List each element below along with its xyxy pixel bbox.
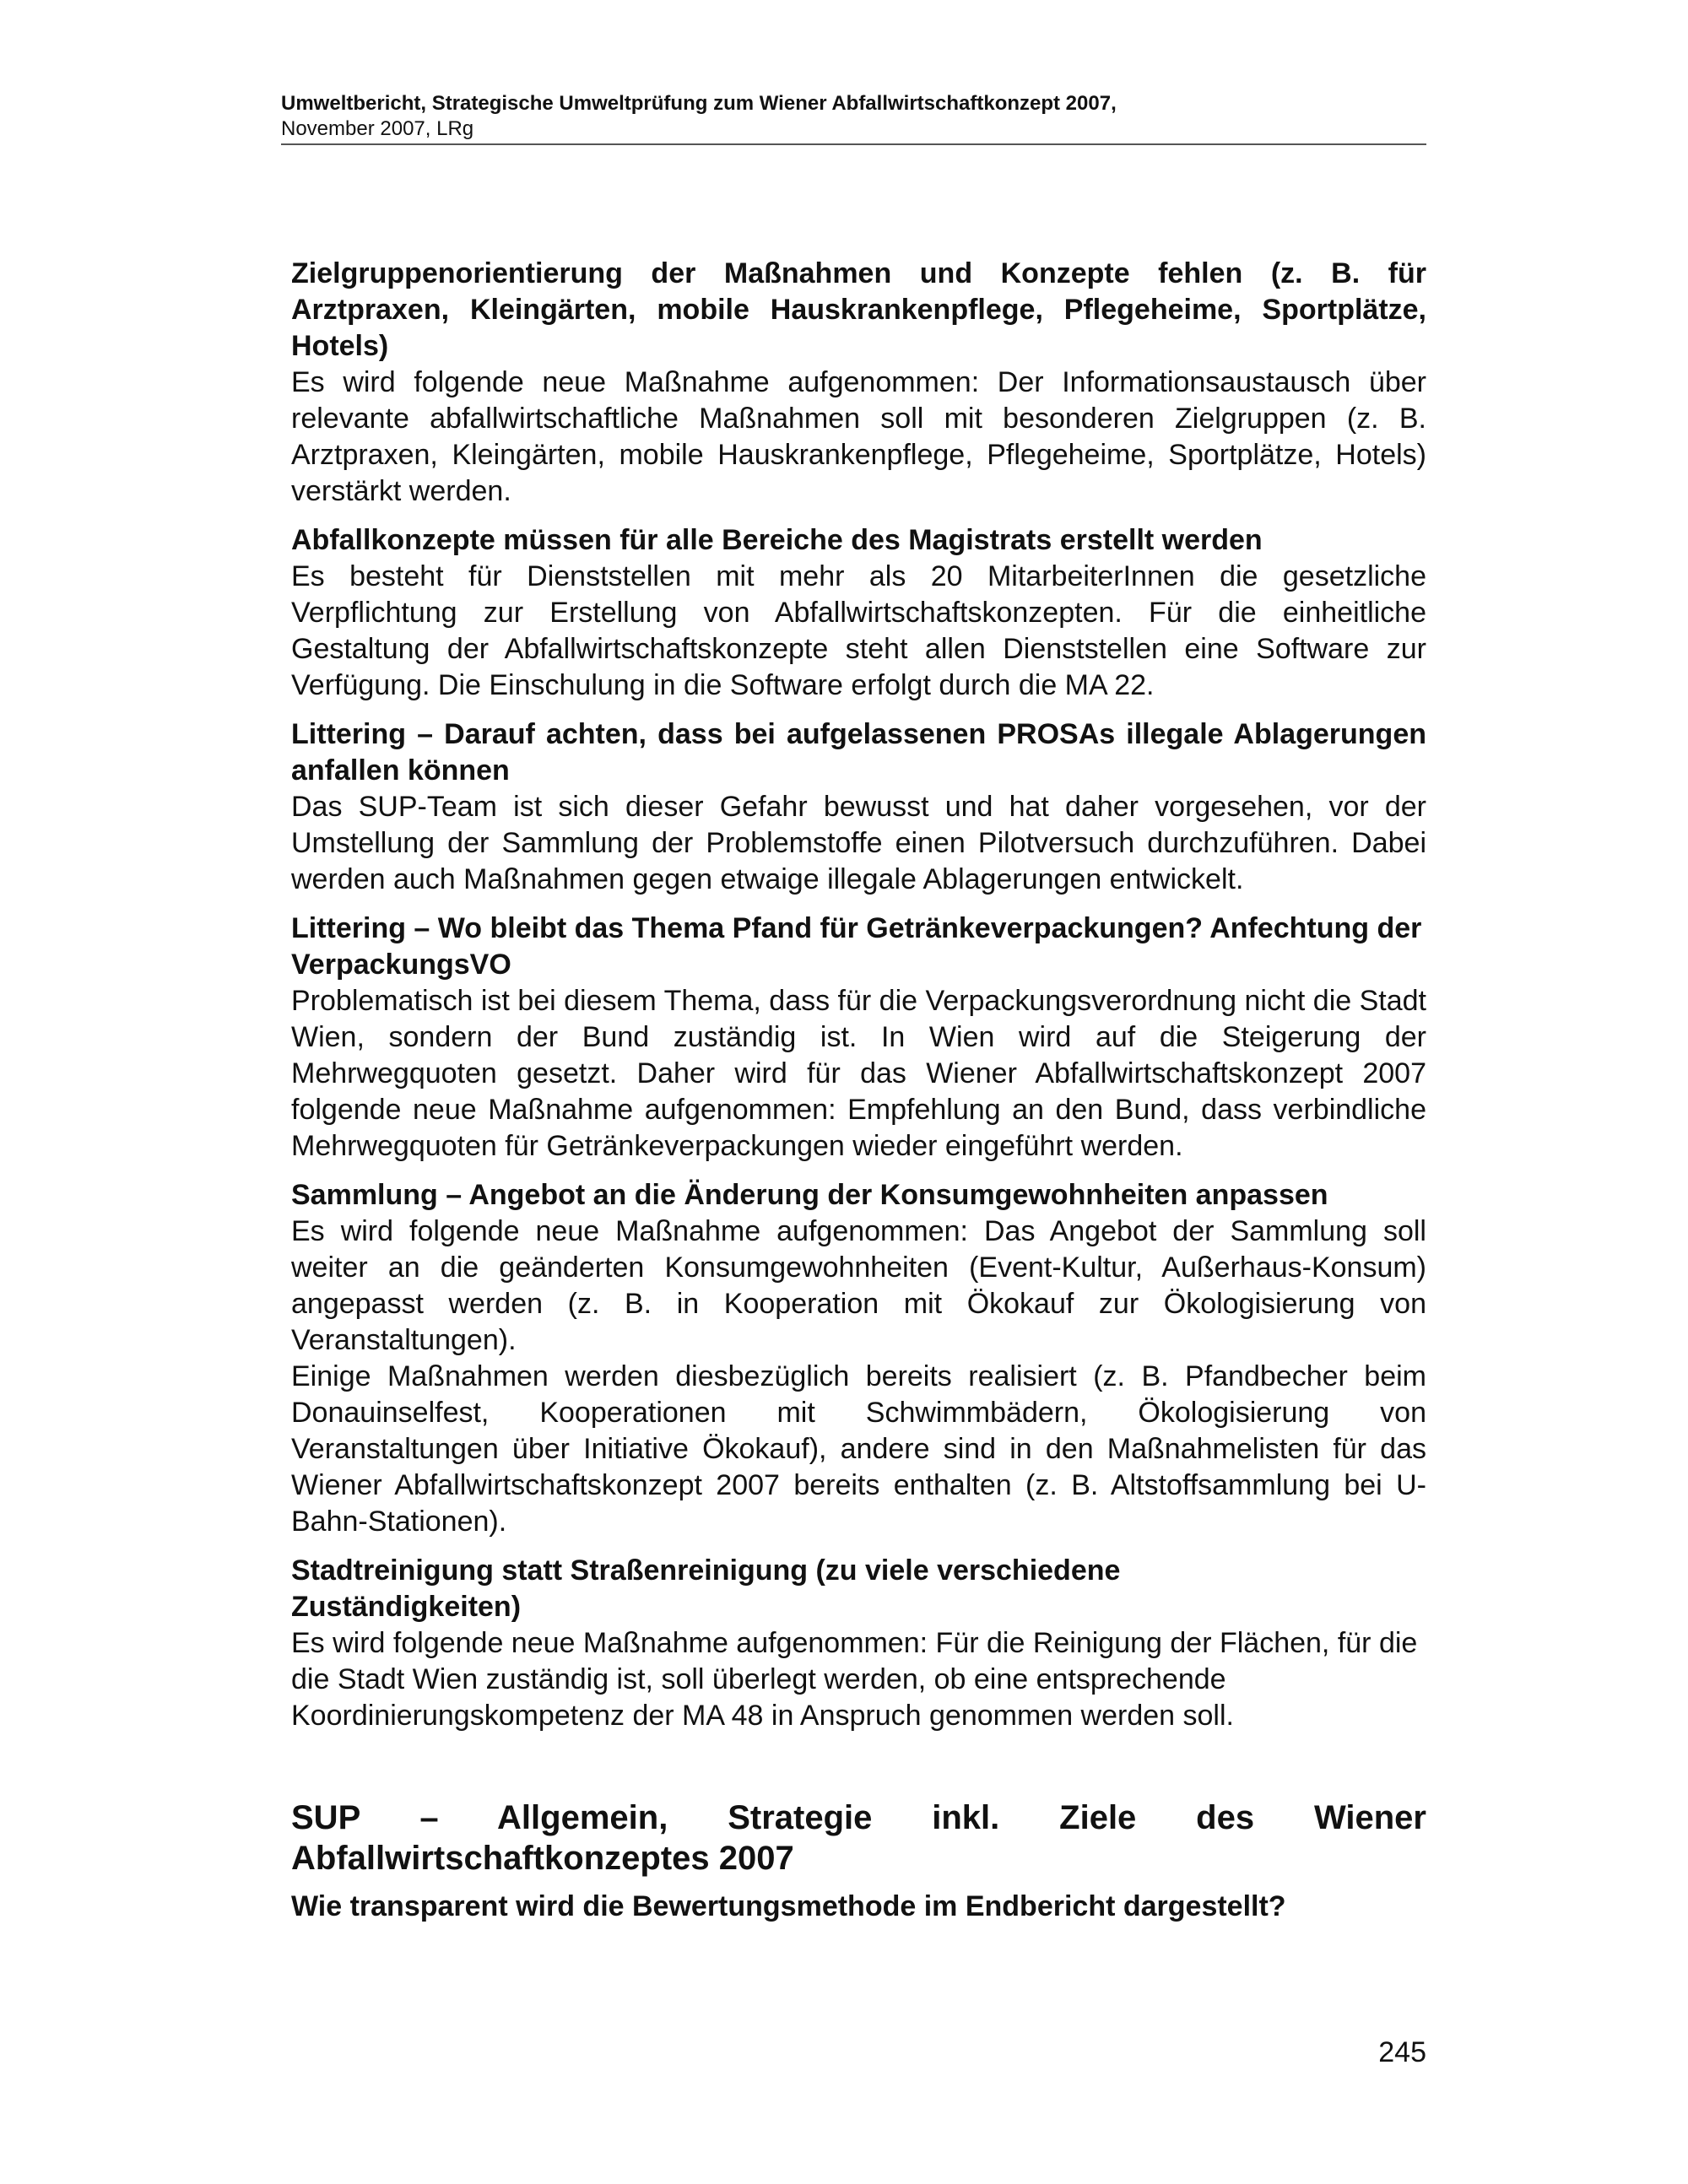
section-title: Abfallkonzepte müssen für alle Bereiche des Magistrats erstellt werden: [291, 524, 1263, 556]
section-title: Littering – Wo bleibt das Thema Pfand für Getränkeverpackungen? Anfechtung der VerpackungsVO: [291, 912, 1422, 981]
section-zielgruppen: [291, 256, 1426, 510]
header-title: Umweltbericht, Strategische Umweltprüfung zum Wiener Abfallwirtschaftkonzept 2007,: [281, 92, 1117, 115]
section-abfallkonzepte: [291, 522, 1426, 704]
section-body: [291, 1625, 1426, 1734]
paragraph: Es wird folgende neue Maßnahme aufgenommen: Der Informationsaustausch über relevante abfallwirtschaftliche Maßnahmen soll mit besonderen Zielgruppen (z. B. Arztpraxen, Kleingärten, mobile Hauskrankenpflege, Pflegeheime, Sportplätze, Hotels) verstärkt werden.: [291, 366, 1426, 507]
page-content: [291, 256, 1426, 1925]
header-date: November 2007, LRg: [281, 117, 474, 140]
section-title: Littering – Darauf achten, dass bei aufgelassenen PROSAs illegale Ablagerungen anfallen können: [291, 718, 1426, 787]
paragraph: Das SUP-Team ist sich dieser Gefahr bewusst und hat daher vorgesehen, vor der Umstellung der Sammlung der Problemstoffe einen Pilotversuch durchzuführen. Dabei werden auch Maßnahmen gegen etwaige illegale Ablagerungen entwickelt.: [291, 791, 1426, 895]
section-stadtreinigung: [291, 1553, 1426, 1734]
section-body: [291, 789, 1426, 898]
paragraph: Es besteht für Dienststellen mit mehr als 20 MitarbeiterInnen die gesetzliche Verpflichtung zur Erstellung von Abfallwirtschaftskonzepten. Für die einheitliche Gestaltung der Abfallwirtschaftskonzepte steht allen Dienststellen eine Software zur Verfügung. Die Einschulung in die Software erfolgt durch die MA 22.: [291, 560, 1426, 701]
chapter-heading: SUP – Allgemein, Strategie inkl. Ziele des Wiener Abfallwirtschaftkonzeptes 2007: [291, 1799, 1426, 1877]
page-number: 245: [1378, 2036, 1426, 2068]
section-title: Stadtreinigung statt Straßenreinigung (zu viele verschiedene Zuständigkeiten): [291, 1554, 1121, 1623]
section-body: [291, 983, 1426, 1165]
section-sammlung: [291, 1177, 1426, 1540]
page-header: [281, 91, 1426, 145]
paragraph: Problematisch ist bei diesem Thema, dass für die Verpackungsverordnung nicht die Stadt Wien, sondern der Bund zuständig ist. In Wien wird auf die Steigerung der Mehrwegquoten gesetzt. Daher wird für das Wiener Abfallwirtschaftskonzept 2007 folgende neue Maßnahme aufgenommen: Empfehlung an den Bund, dass verbindliche Mehrwegquoten für Getränkeverpackungen wieder eingeführt werden.: [291, 985, 1426, 1162]
section-body: [291, 559, 1426, 704]
paragraph: Einige Maßnahmen werden diesbezüglich bereits realisiert (z. B. Pfandbecher beim Donauinselfest, Kooperationen mit Schwimmbädern, Ökologisierung von Veranstaltungen über Initiative Ökokauf), andere sind in den Maßnahmelisten für das Wiener Abfallwirtschaftskonzept 2007 bereits enthalten (z. B. Altstoffsammlung bei U-Bahn-Stationen).: [291, 1360, 1426, 1538]
section-title: Sammlung – Angebot an die Änderung der Konsumgewohnheiten anpassen: [291, 1179, 1328, 1211]
section-littering-prosas: [291, 716, 1426, 898]
section-body: [291, 365, 1426, 510]
section-littering-pfand: [291, 911, 1426, 1165]
paragraph: Es wird folgende neue Maßnahme aufgenommen: Für die Reinigung der Flächen, für die die Stadt Wien zuständig ist, soll überlegt werden, ob eine entsprechende Koordinierungskompetenz der MA 48 in Anspruch genommen werden soll.: [291, 1627, 1418, 1732]
paragraph: Es wird folgende neue Maßnahme aufgenommen: Das Angebot der Sammlung soll weiter an die geänderten Konsumgewohnheiten (Event-Kultur, Außerhaus-Konsum) angepasst werden (z. B. in Kooperation mit Ökokauf zur Ökologisierung von Veranstaltungen).: [291, 1215, 1426, 1356]
sub-heading: Wie transparent wird die Bewertungsmethode im Endbericht dargestellt?: [291, 1890, 1286, 1922]
section-body: [291, 1214, 1426, 1540]
section-title: Zielgruppenorientierung der Maßnahmen und Konzepte fehlen (z. B. für Arztpraxen, Kleingärten, mobile Hauskrankenpflege, Pflegeheime, Sportplätze, Hotels): [291, 257, 1426, 362]
